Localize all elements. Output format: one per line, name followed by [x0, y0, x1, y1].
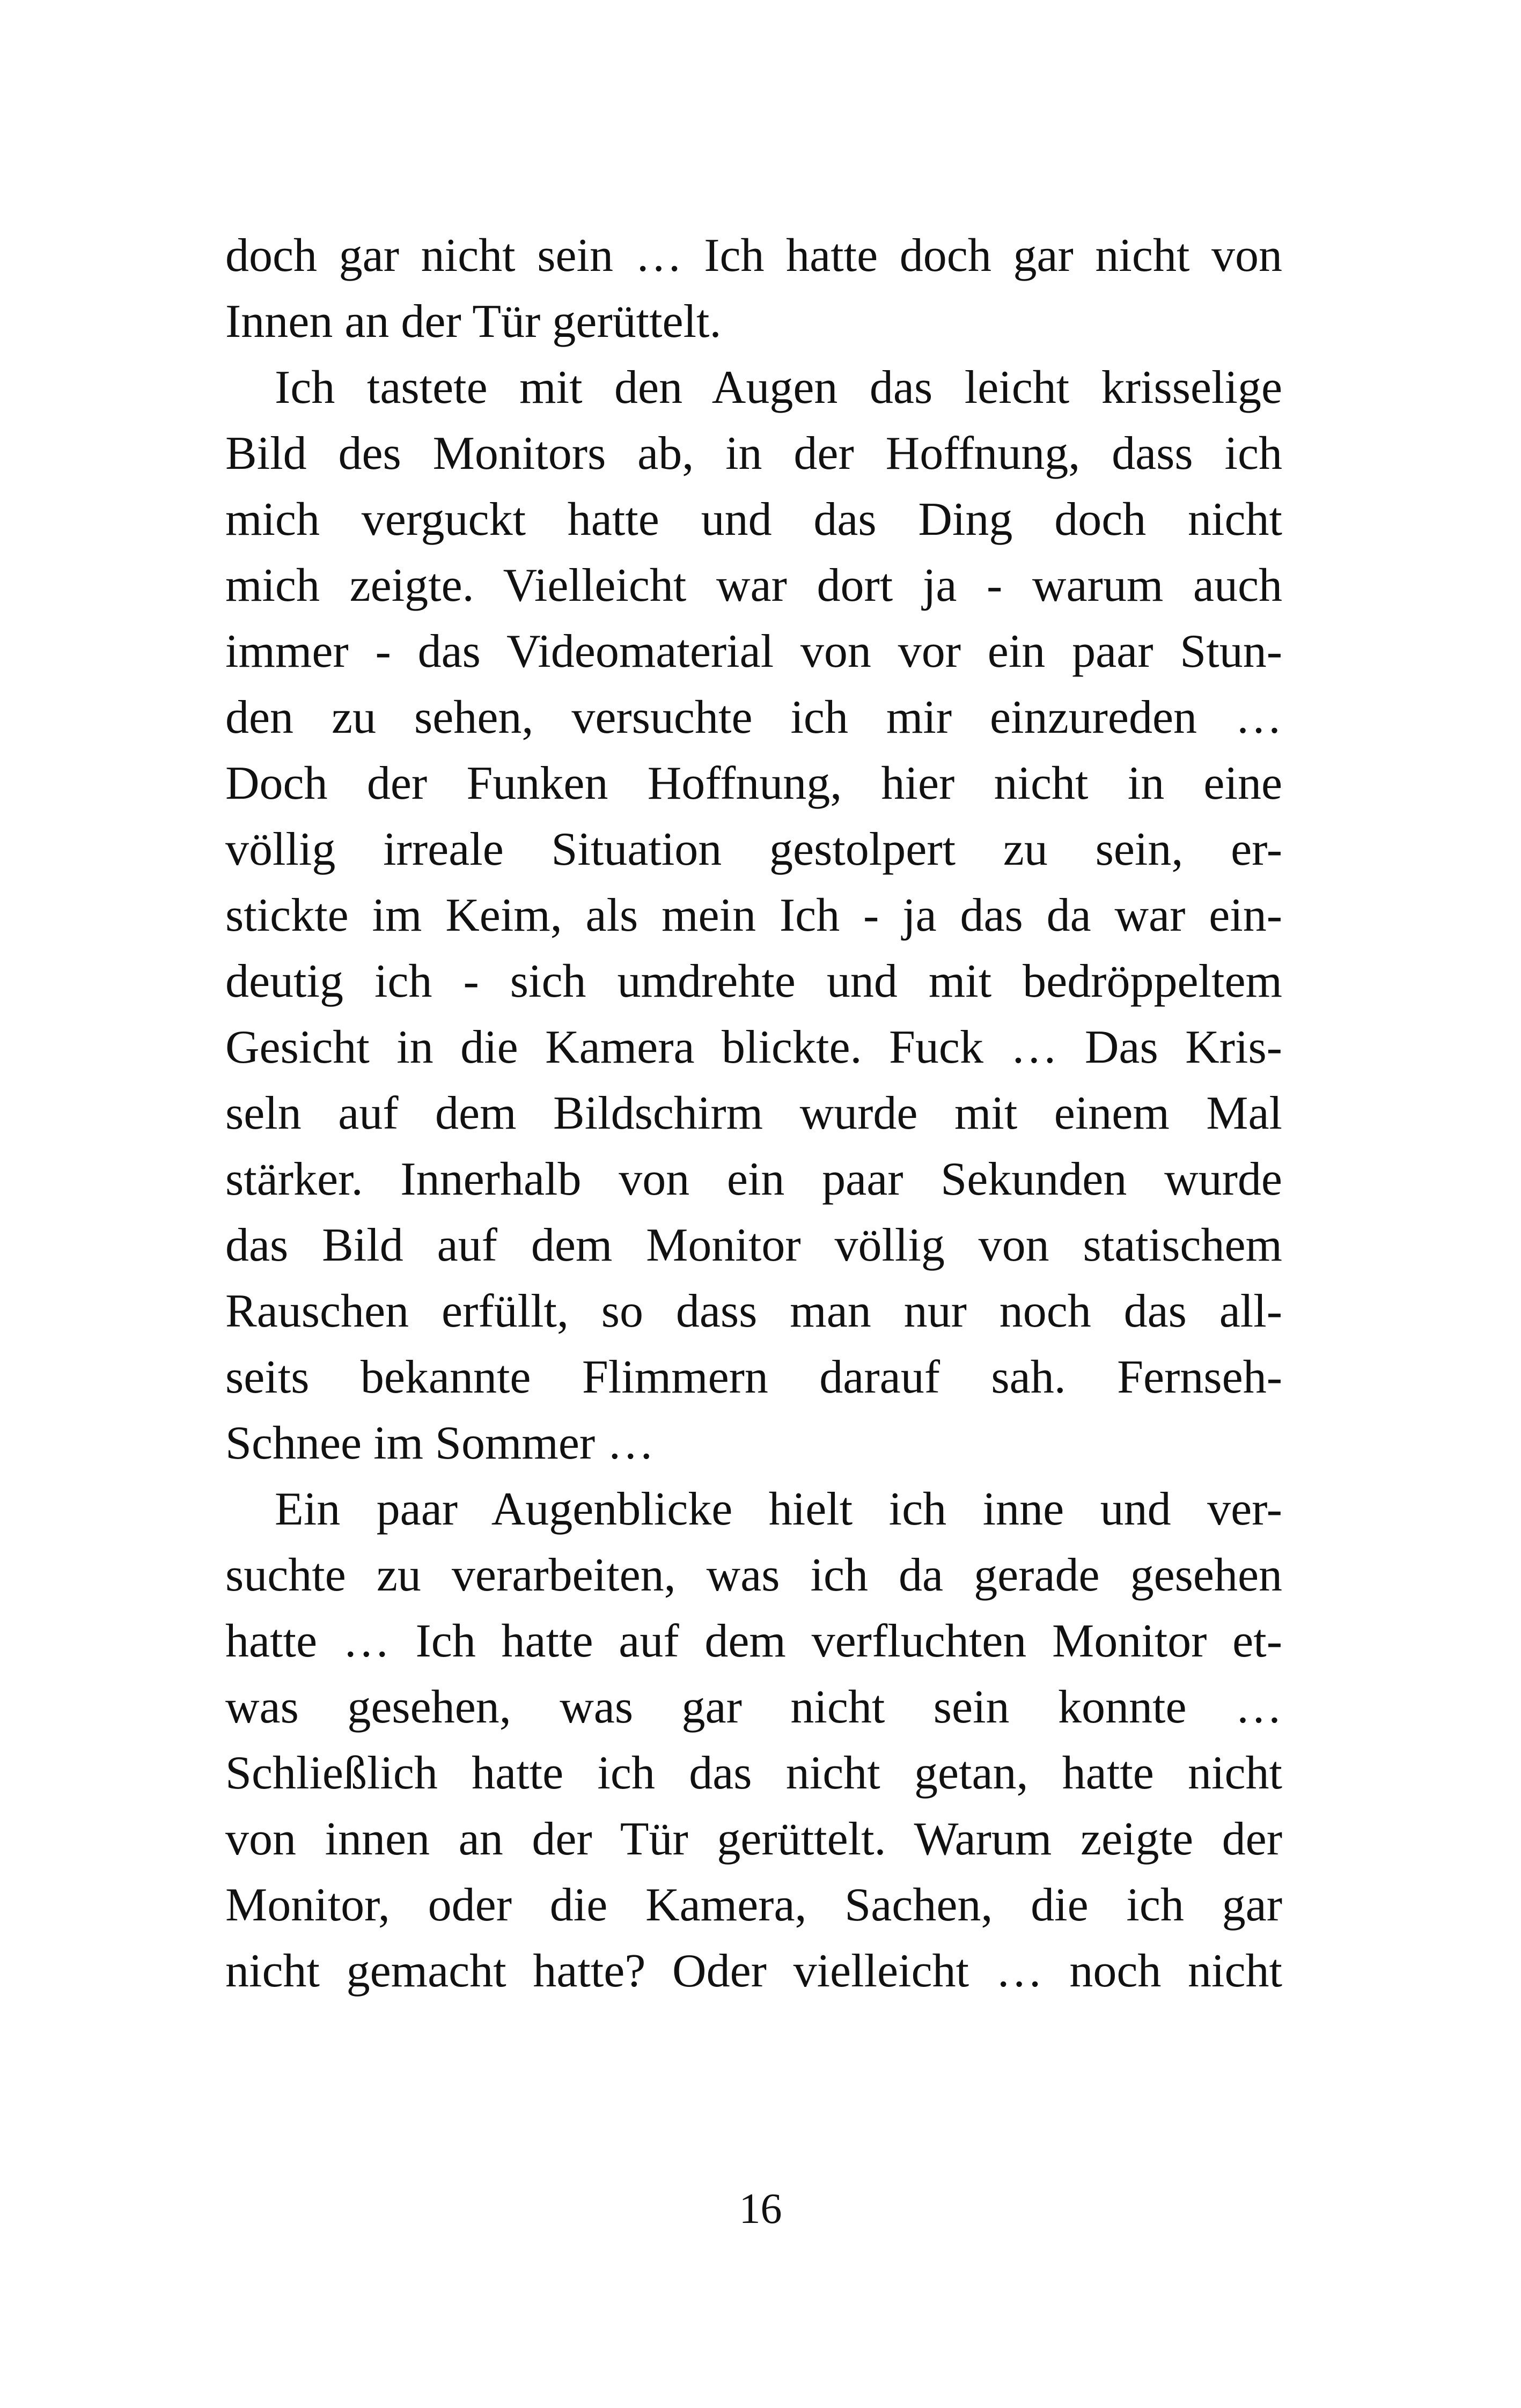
text-line: suchte zu verarbeiten, was ich da gerade gesehen [225, 1549, 1282, 1601]
text-line: seln auf dem Bildschirm wurde mit einem Mal [225, 1087, 1282, 1139]
text-line: Ich tastete mit den Augen das leicht krisselige [275, 362, 1282, 414]
text-line: Ein paar Augenblicke hielt ich inne und ver- [275, 1483, 1282, 1535]
text-line: völlig irreale Situation gestolpert zu sein, er- [225, 823, 1282, 875]
text-line: mich verguckt hatte und das Ding doch nicht [225, 494, 1282, 546]
text-line: Bild des Monitors ab, in der Hoffnung, dass ich [225, 428, 1282, 480]
text-line: das Bild auf dem Monitor völlig von statischem [225, 1219, 1282, 1271]
body-text [225, 223, 1282, 2004]
text-line: seits bekannte Flimmern darauf sah. Fernseh- [225, 1351, 1282, 1403]
text-line: hatte … Ich hatte auf dem verfluchten Monitor et- [225, 1615, 1282, 1667]
text-line: den zu sehen, versuchte ich mir einzureden … [225, 691, 1282, 743]
text-line: Schnee im Sommer … [225, 1417, 655, 1469]
text-line: doch gar nicht sein … Ich hatte doch gar nicht von [225, 230, 1282, 282]
text-line: immer - das Videomaterial von vor ein paar Stun- [225, 625, 1282, 678]
text-line: Doch der Funken Hoffnung, hier nicht in eine [225, 757, 1282, 809]
text-line: was gesehen, was gar nicht sein konnte … [225, 1681, 1282, 1733]
text-line: stickte im Keim, als mein Ich - ja das da war ein- [225, 889, 1282, 941]
text-line: deutig ich - sich umdrehte und mit bedröppeltem [225, 955, 1282, 1007]
text-line: Gesicht in die Kamera blickte. Fuck … Das Kris- [225, 1021, 1282, 1073]
text-line: von innen an der Tür gerüttelt. Warum zeigte der [225, 1813, 1282, 1865]
text-line: stärker. Innerhalb von ein paar Sekunden wurde [225, 1153, 1282, 1205]
text-line: Rauschen erfüllt, so dass man nur noch das all- [225, 1285, 1282, 1337]
text-line: Monitor, oder die Kamera, Sachen, die ich gar [225, 1879, 1282, 1931]
text-line: Schließlich hatte ich das nicht getan, hatte nicht [225, 1747, 1282, 1799]
text-line: Innen an der Tür gerüttelt. [225, 296, 722, 348]
text-line: mich zeigte. Vielleicht war dort ja - warum auch [225, 559, 1282, 612]
page-number: 16 [739, 2185, 782, 2233]
text-line: nicht gemacht hatte? Oder vielleicht … noch nicht [225, 1945, 1282, 1997]
